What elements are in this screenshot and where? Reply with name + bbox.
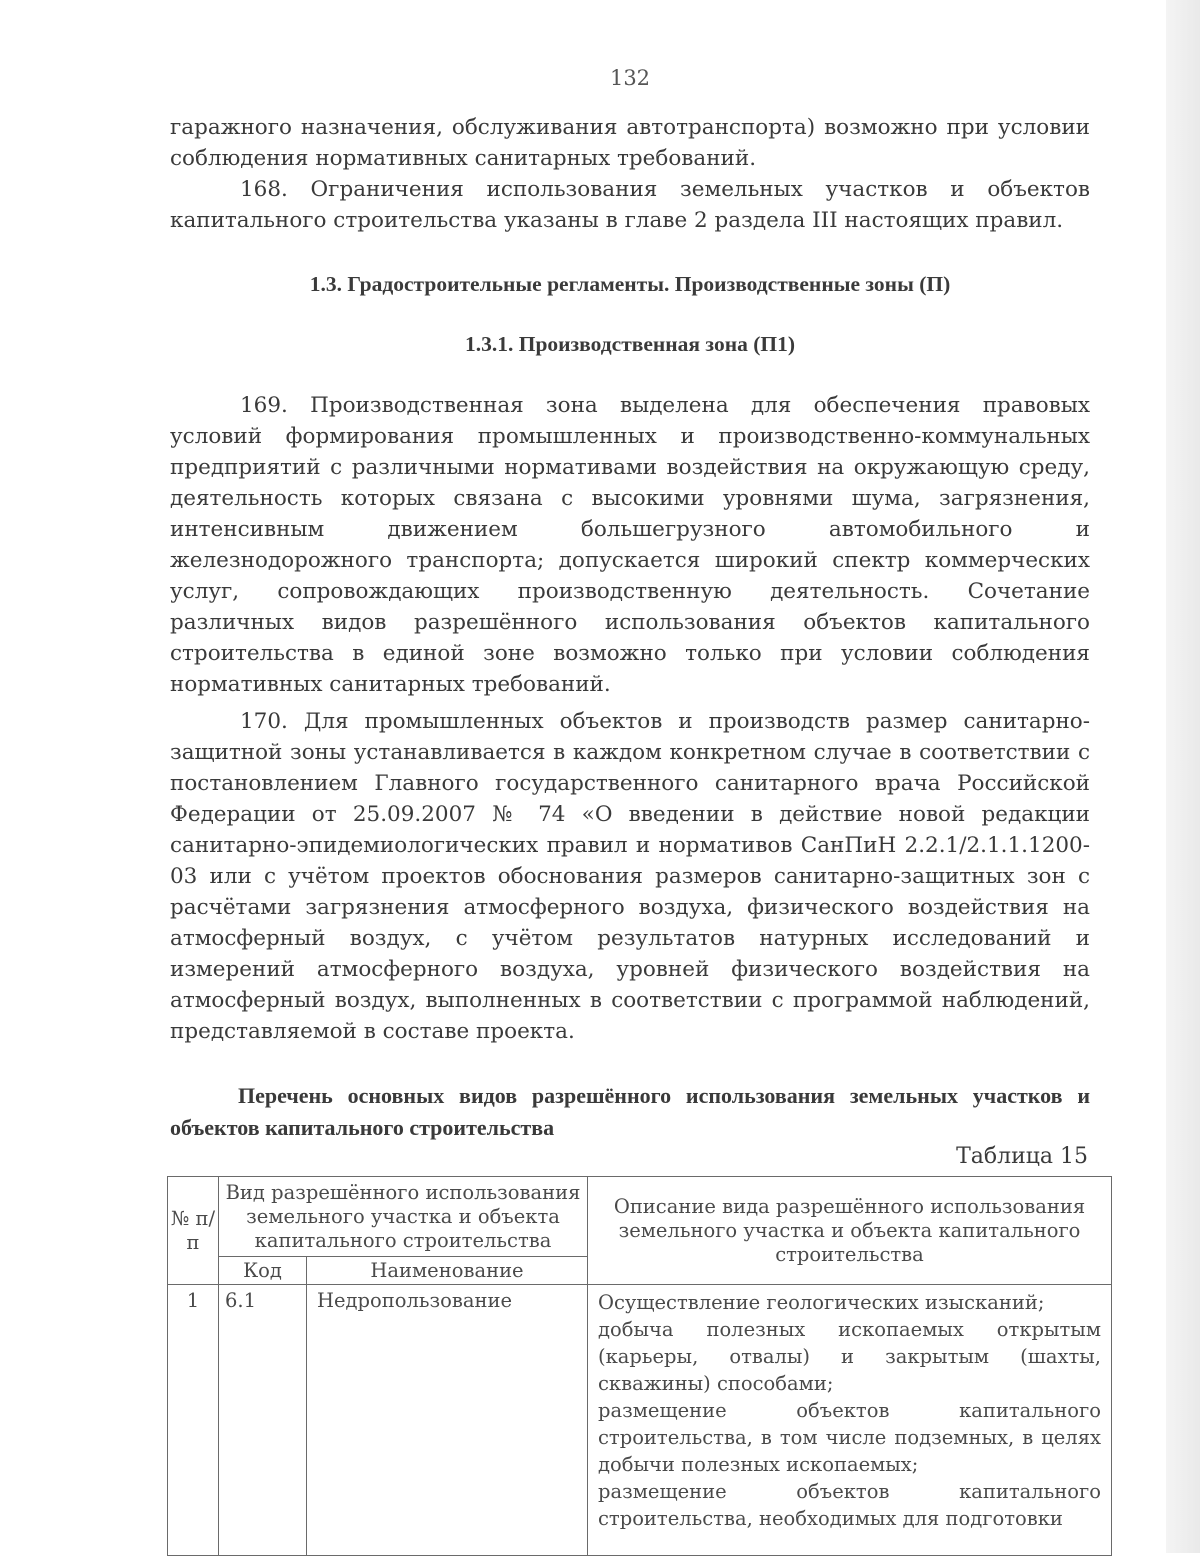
header-description: Описание вида разрешённого использования земельного участка и объекта капитального строительства — [588, 1177, 1112, 1285]
header-code: Код — [219, 1257, 307, 1285]
row-num: 1 — [168, 1285, 219, 1556]
header-name: Наименование — [307, 1257, 588, 1285]
header-kind: Вид разрешённого использования земельного участка и объекта капитального строительства — [219, 1177, 588, 1257]
paragraph-169: 169. Производственная зона выделена для обеспечения правовых условий формирования промышленных и производственно-коммунальных предприятий с различными нормативами воздействия на окружающую среду, деятельность которых связана с высокими уровнями шума, загрязнения, интенсивным движением большегрузного автомобильного и железнодорожного транспорта; допускается широкий спектр коммерческих услуг, сопровождающих производственную деятельность. Сочетание различных видов разрешённого использования объектов капитального строительства в единой зоне возможно только при условии соблюдения нормативных санитарных требований. — [170, 393, 1090, 697]
page-edge-shadow — [1166, 0, 1200, 1553]
paragraph-168: 168. Ограничения использования земельных участков и объектов капитального строительства указаны в главе 2 раздела III настоящих правил. — [170, 177, 1090, 233]
row-description — [588, 1285, 1112, 1556]
paragraph-170: 170. Для промышленных объектов и производств размер санитарно-защитной зоны устанавливается в каждом конкретном случае в соответствии с постановлением Главного государственного санитарного врача Российской Федерации от 25.09.2007 № 74 «О введении в действие новой редакции санитарно-эпидемиологических правил и нормативов СанПиН 2.2.1/2.1.1.1200-03 или с учётом проектов обоснования размеров санитарно-защитных зон с расчётами загрязнения атмосферного воздуха, физического воздействия на атмосферный воздух, с учётом результатов натурных исследований и измерений атмосферного воздуха, уровней физического воздействия на атмосферный воздух, выполненных в соответствии с программой наблюдений, представляемой в составе проекта. — [170, 709, 1090, 1044]
zoning-table — [167, 1176, 1112, 1556]
row-code: 6.1 — [219, 1285, 307, 1556]
description-line: добыча полезных ископаемых открытым (карьеры, отвалы) и закрытым (шахты, скважины) способами; — [598, 1318, 1101, 1395]
list-title: Перечень основных видов разрешённого использования земельных участков и объектов капитального строительства — [170, 1083, 1090, 1140]
description-line: размещение объектов капитального строительства, необходимых для подготовки — [598, 1480, 1101, 1530]
subsection-heading: 1.3.1. Производственная зона (П1) — [464, 332, 796, 356]
page-number: 132 — [609, 66, 651, 90]
paragraph-continuation: гаражного назначения, обслуживания автотранспорта) возможно при условии соблюдения нормативных санитарных требований. — [170, 115, 1090, 171]
table-label: Таблица 15 — [956, 1144, 1088, 1169]
description-line: размещение объектов капитального строительства, в том числе подземных, в целях добычи полезных ископаемых; — [598, 1399, 1101, 1476]
table-row — [168, 1285, 1112, 1556]
row-name: Недропользование — [307, 1285, 588, 1556]
section-heading: 1.3. Градостроительные регламенты. Производственные зоны (П) — [309, 272, 951, 296]
description-line: Осуществление геологических изысканий; — [598, 1291, 1045, 1314]
header-num: № п/п — [168, 1177, 219, 1285]
